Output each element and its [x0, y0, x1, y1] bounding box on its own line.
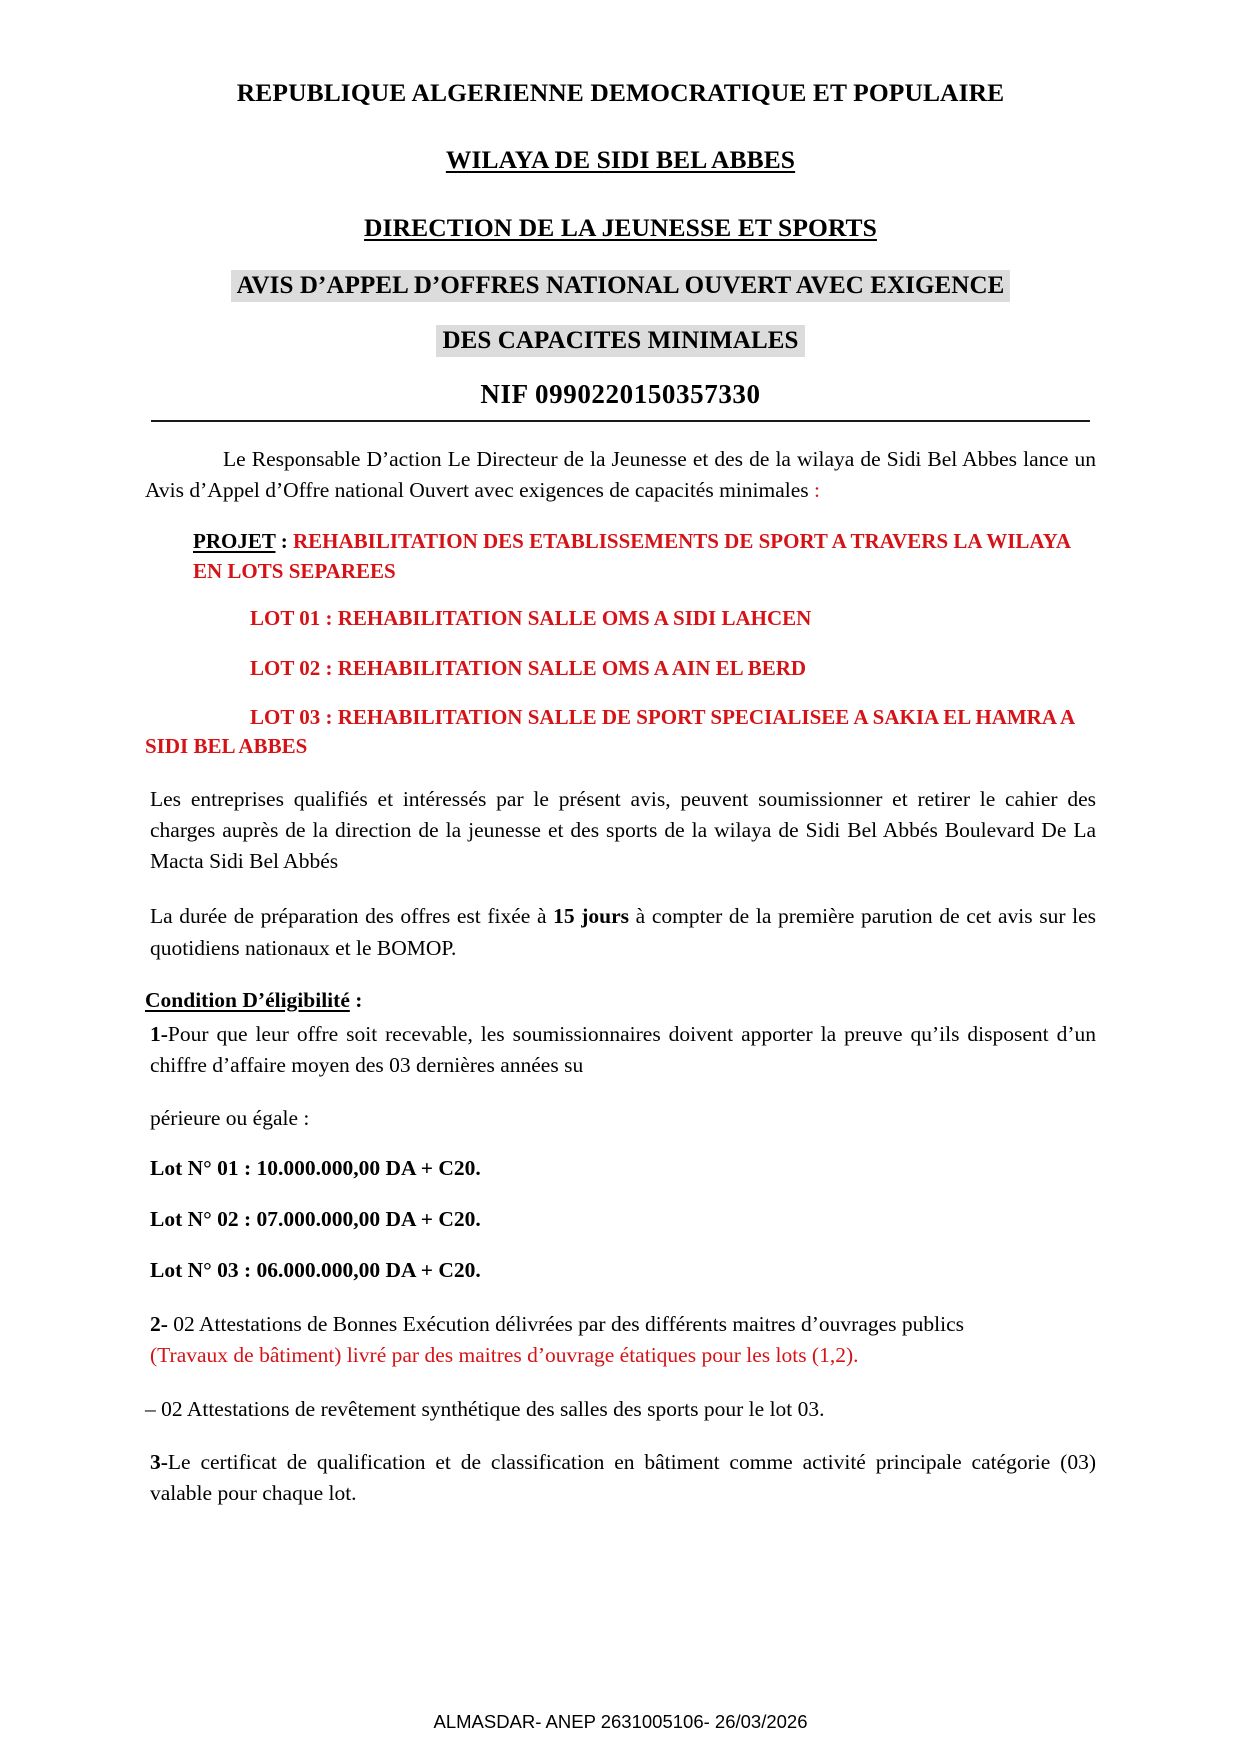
- eligibility-item-1-text: Pour que leur offre soit recevable, les soumissionnaires doivent apporter la preuve qu’ils disposent d’un chiffre d’affaire moyen des 03 dernières années su: [150, 1021, 1096, 1077]
- eligibility-dash-item: – 02 Attestations de revêtement synthétique des salles des sports pour le lot 03.: [145, 1396, 825, 1421]
- projet-title: REHABILITATION DES ETABLISSEMENTS DE SPORT A TRAVERS LA WILAYA EN LOTS SEPAREES: [193, 529, 1070, 583]
- eligibility-item-3: [145, 1447, 1096, 1509]
- header-wilaya-text: WILAYA DE SIDI BEL ABBES: [445, 145, 796, 175]
- eligibility-item-3-text: Le certificat de qualification et de classification en bâtiment comme activité principale catégorie (03) valable pour chaque lot.: [150, 1449, 1096, 1505]
- eligibility-item-1: [145, 1019, 1096, 1081]
- amount-lot-02: Lot N° 02 : 07.000.000,00 DA + C20.: [150, 1207, 481, 1232]
- lot-line-02: LOT 02 : REHABILITATION SALLE OMS A AIN EL BERD: [250, 655, 807, 680]
- amount-lot-01: Lot N° 01 : 10.000.000,00 DA + C20.: [150, 1156, 481, 1181]
- eligibility-item-2: [145, 1309, 1096, 1371]
- eligibility-heading-text: Condition D’éligibilité: [145, 987, 350, 1012]
- header-republic: [145, 78, 1096, 107]
- header-wilaya: [145, 145, 1096, 174]
- header-divider: [151, 420, 1090, 422]
- eligibility-item-2-number: 2-: [150, 1312, 168, 1337]
- projet-label: PROJET: [193, 529, 276, 554]
- header-direction-text: DIRECTION DE LA JEUNESSE ET SPORTS: [364, 212, 877, 242]
- header-capacites-title-text: DES CAPACITES MINIMALES: [436, 325, 804, 357]
- projet-colon: :: [275, 529, 293, 554]
- lot-line-03: LOT 03 : REHABILITATION SALLE DE SPORT SPECIALISEE A SAKIA EL HAMRA A SIDI BEL ABBES: [145, 705, 1074, 759]
- eligibility-item-3-number: 3-: [150, 1449, 168, 1474]
- projet-block: [145, 527, 1096, 586]
- eligibility-item-2-text: 02 Attestations de Bonnes Exécution délivrées par des différents maitres d’ouvrages publics: [167, 1312, 965, 1337]
- withdrawal-paragraph: Les entreprises qualifiés et intéressés par le présent avis, peuvent soumissionner et retirer le cahier des charges auprès de la direction de la jeunesse et des sports de la wilaya de Sidi Bel Abbés Boulevard De La Macta Sidi Bel Abbés: [150, 786, 1096, 874]
- amount-lot-03: Lot N° 03 : 06.000.000,00 DA + C20.: [150, 1258, 481, 1283]
- page-footer-text: ALMASDAR- ANEP 2631005106- 26/03/2026: [433, 1711, 808, 1732]
- eligibility-item-1-number: 1-: [150, 1021, 168, 1046]
- header-avis-title: [145, 272, 1096, 301]
- eligibility-item-2-red-note: (Travaux de bâtiment) livré par des maitres d’ouvrage étatiques pour les lots (1,2).: [150, 1343, 859, 1368]
- lot-line-01: LOT 01 : REHABILITATION SALLE OMS A SIDI LAHCEN: [250, 606, 812, 631]
- eligibility-heading-colon: :: [349, 987, 363, 1012]
- eligibility-item-1-continued: périeure ou égale :: [150, 1106, 310, 1131]
- duration-text-pre: La durée de préparation des offres est fixée à: [150, 904, 554, 929]
- duration-text-post: à compter de la première parution de cet avis sur les quotidiens nationaux et le BOMOP.: [150, 904, 1097, 960]
- eligibility-heading: [145, 988, 1096, 1013]
- nif-line: [145, 379, 1096, 410]
- header-republic-text: REPUBLIQUE ALGERIENNE DEMOCRATIQUE ET POPULAIRE: [236, 78, 1005, 107]
- duration-paragraph: [145, 901, 1096, 963]
- header-direction: [145, 213, 1096, 242]
- duration-days: 15 jours: [553, 904, 630, 929]
- intro-paragraph-colon: :: [814, 477, 821, 502]
- intro-paragraph-text: Le Responsable D’action Le Directeur de la Jeunesse et des de la wilaya de Sidi Bel Abbes lance un Avis d’Appel d’Offre national Ouvert avec exigences de capacités minimales: [145, 447, 1096, 502]
- header-capacites-title: [145, 327, 1096, 356]
- page-footer: [0, 1711, 1241, 1733]
- header-avis-title-text: AVIS D’APPEL D’OFFRES NATIONAL OUVERT AVEC EXIGENCE: [231, 270, 1011, 302]
- intro-paragraph: [145, 444, 1096, 505]
- nif-text: NIF 0990220150357330: [480, 379, 761, 410]
